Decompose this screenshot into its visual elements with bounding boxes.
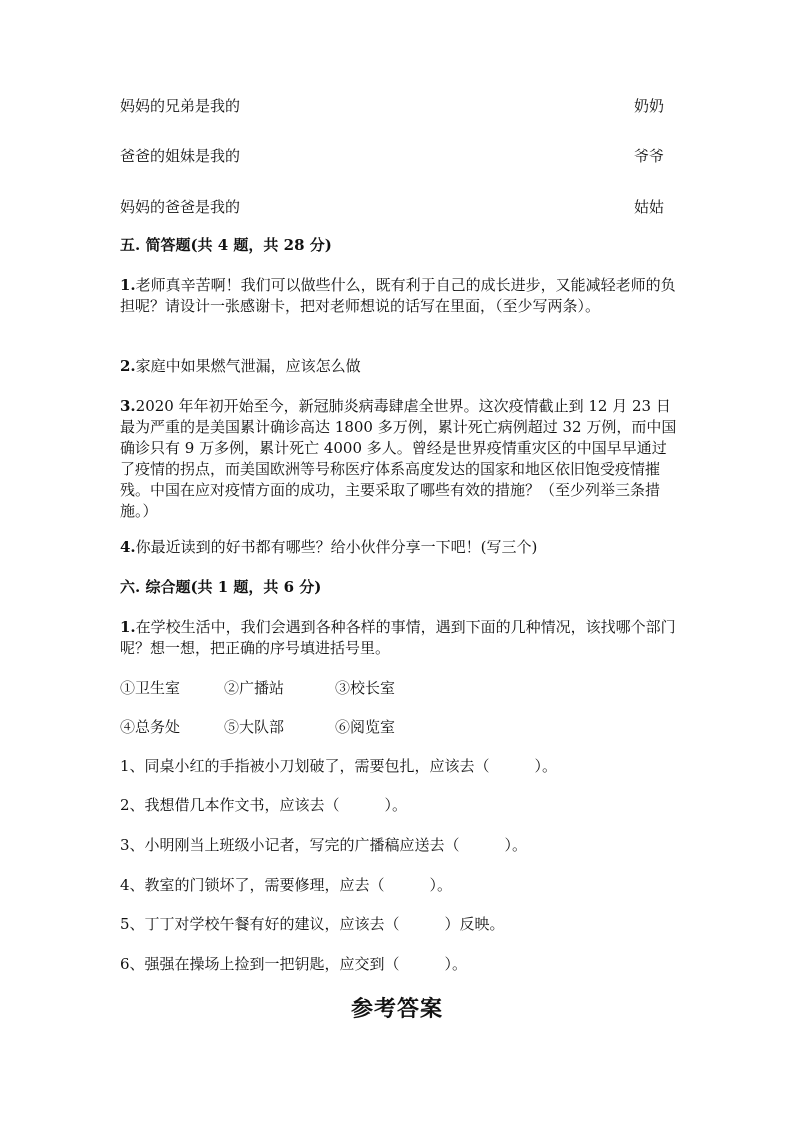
question-text: 2020 年年初开始至今，新冠肺炎病毒肆虐全世界。这次疫情截止到 12 月 23 日最为严重的是美国累计确诊高达 1800 多万例，累计死亡病例超过 32 万例，而中国确诊只有 9 万多例，累计死亡 4000 多人。曾经是世界疫情重灾区的中国早早通过了疫情的拐点，而美国欧洲等号称医疗体系高度发达的国家和地区依旧饱受疫情摧残。中国在应对疫情方面的成功，主要采取了哪些有效的措施？（至少列举三条措施。）	[120, 397, 677, 520]
fill-in-item-6: 6、强强在操场上捡到一把钥匙，应交到（ ）。	[120, 955, 468, 973]
question-text: 老师真辛苦啊！我们可以做些什么，既有利于自己的成长进步，又能减轻老师的负担呢？请设计一张感谢卡，把对老师想说的话写在里面，（至少写两条）。	[120, 276, 676, 315]
matching-left-1: 妈妈的兄弟是我的	[120, 97, 241, 115]
section-six-title: 六. 综合题(共 1 题，共 6 分)	[120, 578, 322, 596]
question-number: 4.	[120, 538, 136, 556]
answers-title: 参考答案	[350, 996, 443, 1022]
question-text: 家庭中如果燃气泄漏，应该怎么做	[135, 357, 361, 375]
question-number: 3.	[120, 397, 136, 415]
comprehensive-question-1	[120, 617, 680, 659]
short-answer-question-3	[120, 396, 680, 522]
section-five-title: 五. 简答题(共 4 题，共 28 分)	[120, 236, 332, 254]
short-answer-question-4	[120, 537, 680, 558]
question-number: 1.	[120, 618, 136, 636]
matching-right-3: 姑姑	[633, 198, 664, 216]
fill-in-item-1: 1、同桌小红的手指被小刀划破了，需要包扎，应该去（ ）。	[120, 757, 558, 775]
matching-right-2: 爷爷	[633, 147, 664, 165]
matching-left-3: 妈妈的爸爸是我的	[120, 198, 241, 216]
fill-in-item-3: 3、小明刚当上班级小记者，写完的广播稿应送去（ ）。	[120, 836, 528, 854]
option-6: ⑥阅览室	[335, 718, 396, 736]
question-number: 1.	[120, 276, 136, 294]
matching-left-2: 爸爸的姐妹是我的	[120, 147, 241, 165]
option-4: ④总务处	[120, 718, 181, 736]
option-5: ⑤大队部	[224, 718, 285, 736]
fill-in-item-2: 2、我想借几本作文书，应该去（ ）。	[120, 796, 408, 814]
option-3: ③校长室	[335, 679, 396, 697]
option-1: ①卫生室	[120, 679, 181, 697]
question-text: 你最近读到的好书都有哪些？给小伙伴分享一下吧！(写三个)	[135, 538, 538, 556]
fill-in-item-5: 5、丁丁对学校午餐有好的建议，应该去（ ）反映。	[120, 915, 505, 933]
short-answer-question-2	[120, 356, 680, 377]
question-text: 在学校生活中，我们会遇到各种各样的事情，遇到下面的几种情况，该找哪个部门呢？想一想，把正确的序号填进括号里。	[120, 618, 676, 657]
fill-in-item-4: 4、教室的门锁坏了，需要修理，应去（ ）。	[120, 876, 453, 894]
matching-right-1: 奶奶	[633, 97, 664, 115]
option-2: ②广播站	[224, 679, 285, 697]
question-number: 2.	[120, 357, 136, 375]
short-answer-question-1	[120, 275, 680, 317]
